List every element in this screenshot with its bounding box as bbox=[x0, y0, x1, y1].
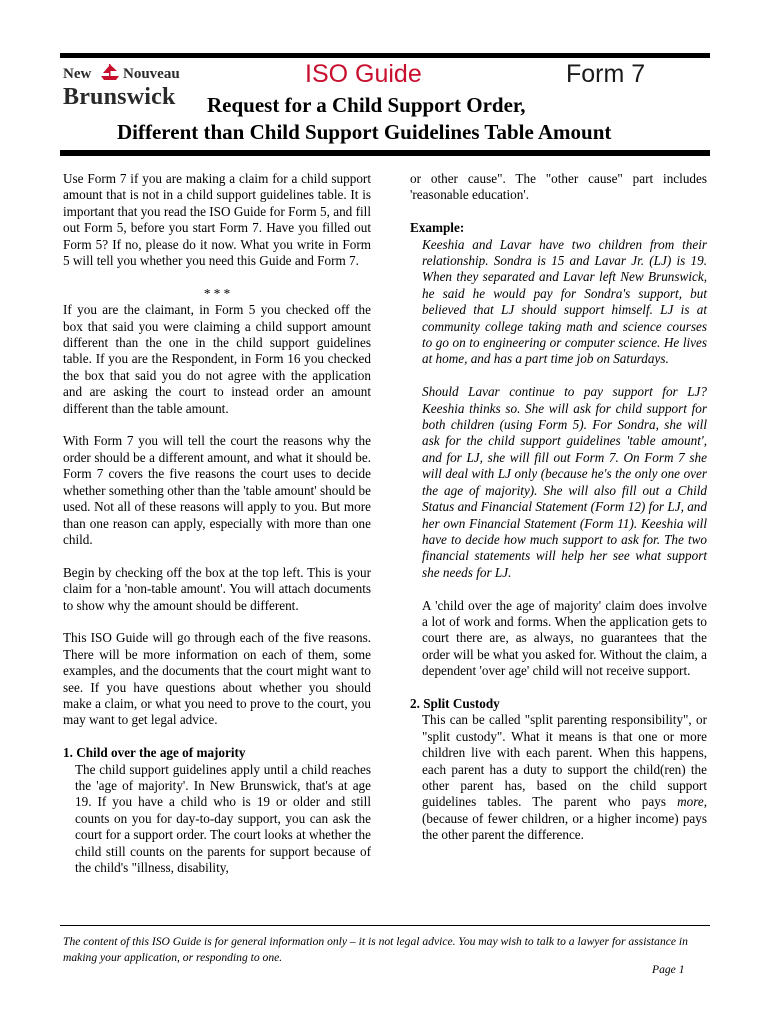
reasons-paragraph: With Form 7 you will tell the court the reasons why the order should be a different amount, and what it should be. Form 7 covers the five reasons the court uses to decide whether something other than the 'table amount' should be used. Not all of these reasons will apply to you. But more than one reason can apply, especially with more than one child. bbox=[63, 433, 371, 547]
intro-paragraph: Use Form 7 if you are making a claim for a child support amount that is not in a child support guidelines table. It is important that you read the ISO Guide for Form 5, and fill out Form 5, before you start Form 7. Have you filled out Form 5? If no, please do it now. What you write in Form 5 will tell you whether you need this Guide and Form 7. bbox=[63, 171, 371, 269]
footer-disclaimer: The content of this ISO Guide is for general information only – it is not legal advice. You may wish to talk to a lawyer for assistance in making your application, or responding to one. bbox=[63, 935, 688, 964]
section-2-body-end: , (because of fewer children, or a higher income) pays the other parent the difference. bbox=[422, 794, 707, 843]
top-rule bbox=[60, 53, 710, 58]
example-paragraph-2: Should Lavar continue to pay support for LJ? Keeshia thinks so. She will ask for child support for both children (using Form 5). For Sondra, she will ask for the child support guidelines 'table amount', and for LJ, she will fill out Form 7. On Form 7 she will deal with LJ only (because he's the only one over the age of majority). She will also fill out a Child Status and Financial Statement (Form 12) for LJ, and her own Financial Statement (Form 11). Keeshia will have to decide how much support to ask for. The two financial statements will help her see what support she needs for LJ. bbox=[422, 384, 707, 580]
section-2-heading: 2. Split Custody bbox=[410, 695, 500, 711]
form-number-label: Form 7 bbox=[566, 60, 646, 88]
document-title-line2: Different than Child Support Guidelines Table Amount bbox=[117, 120, 612, 144]
document-title-line1: Request for a Child Support Order, bbox=[207, 93, 526, 117]
example-paragraph-1: Keeshia and Lavar have two children from their relationship. Sondra is 15 and Lavar Jr. (LJ) is 19. When they separated and Lavar left New Brunswick, he said he would pay for Sondra's support, but believed that LJ should support himself. LJ is at community college taking math and science courses to go on to engineering or computer science. He lives at home, and has a part time job on Saturdays. bbox=[422, 236, 707, 367]
logo-word-new: New bbox=[63, 66, 92, 82]
section-2-body bbox=[410, 712, 707, 843]
section-2-body-start: This can be called "split parenting responsibility", or "split custody". What it means is that one or more children live with each parent. When this happens, each parent has a duty to support the child(ren) the other parent has, based on the child support guidelines tables. The parent who pays bbox=[422, 712, 707, 810]
nb-logo bbox=[63, 64, 183, 114]
claimant-paragraph: If you are the claimant, in Form 5 you checked off the box that said you were claiming a child support amount different than the one in the child support guidelines table. If you are the Respondent, in Form 16 you checked the box that said you do not agree with the application and are asking the court to instead order an amount different than the table amount. bbox=[63, 302, 371, 416]
section-2-emphasis: more bbox=[677, 794, 704, 810]
section-1-heading: 1. Child over the age of majority bbox=[63, 745, 246, 761]
logo-word-brunswick: Brunswick bbox=[63, 84, 176, 110]
iso-guide-label: ISO Guide bbox=[305, 60, 422, 88]
page-number: Page 1 bbox=[652, 963, 685, 976]
left-column bbox=[63, 171, 371, 876]
title-rule bbox=[60, 150, 710, 156]
right-column bbox=[410, 171, 707, 844]
guide-overview-paragraph: This ISO Guide will go through each of the five reasons. There will be more information on each of them, some examples, and the documents that the court might want to see. If you have questions about whether you should make a claim, or what you need to prove to the court, you may want to get legal advice. bbox=[63, 630, 371, 728]
footer-rule bbox=[60, 925, 710, 926]
ship-icon bbox=[99, 62, 121, 82]
logo-word-nouveau: Nouveau bbox=[123, 66, 180, 82]
begin-paragraph: Begin by checking off the box at the top left. This is your claim for a 'non-table amount'. You will attach documents to show why the amount should be different. bbox=[63, 564, 371, 613]
section-1-body: The child support guidelines apply until a child reaches the 'age of majority'. In New Brunswick, that's at age 19. If you have a child who is 19 or older and still counts on you for day-to-day support, you can ask the court for a support order. The court looks at whether the child still counts on the parents for support because of the child's "illness, disability, bbox=[75, 761, 371, 875]
example-heading: Example: bbox=[410, 220, 465, 236]
section-separator: * * * bbox=[203, 285, 231, 301]
over-age-claim-paragraph: A 'child over the age of majority' claim does involve a lot of work and forms. When the application gets to court there are, as always, no guarantees that the order will be what you asked for. Without the claim, a dependent 'over age' child will not receive support. bbox=[422, 597, 707, 679]
continued-paragraph: or other cause". The "other cause" part includes 'reasonable education'. bbox=[410, 171, 707, 203]
